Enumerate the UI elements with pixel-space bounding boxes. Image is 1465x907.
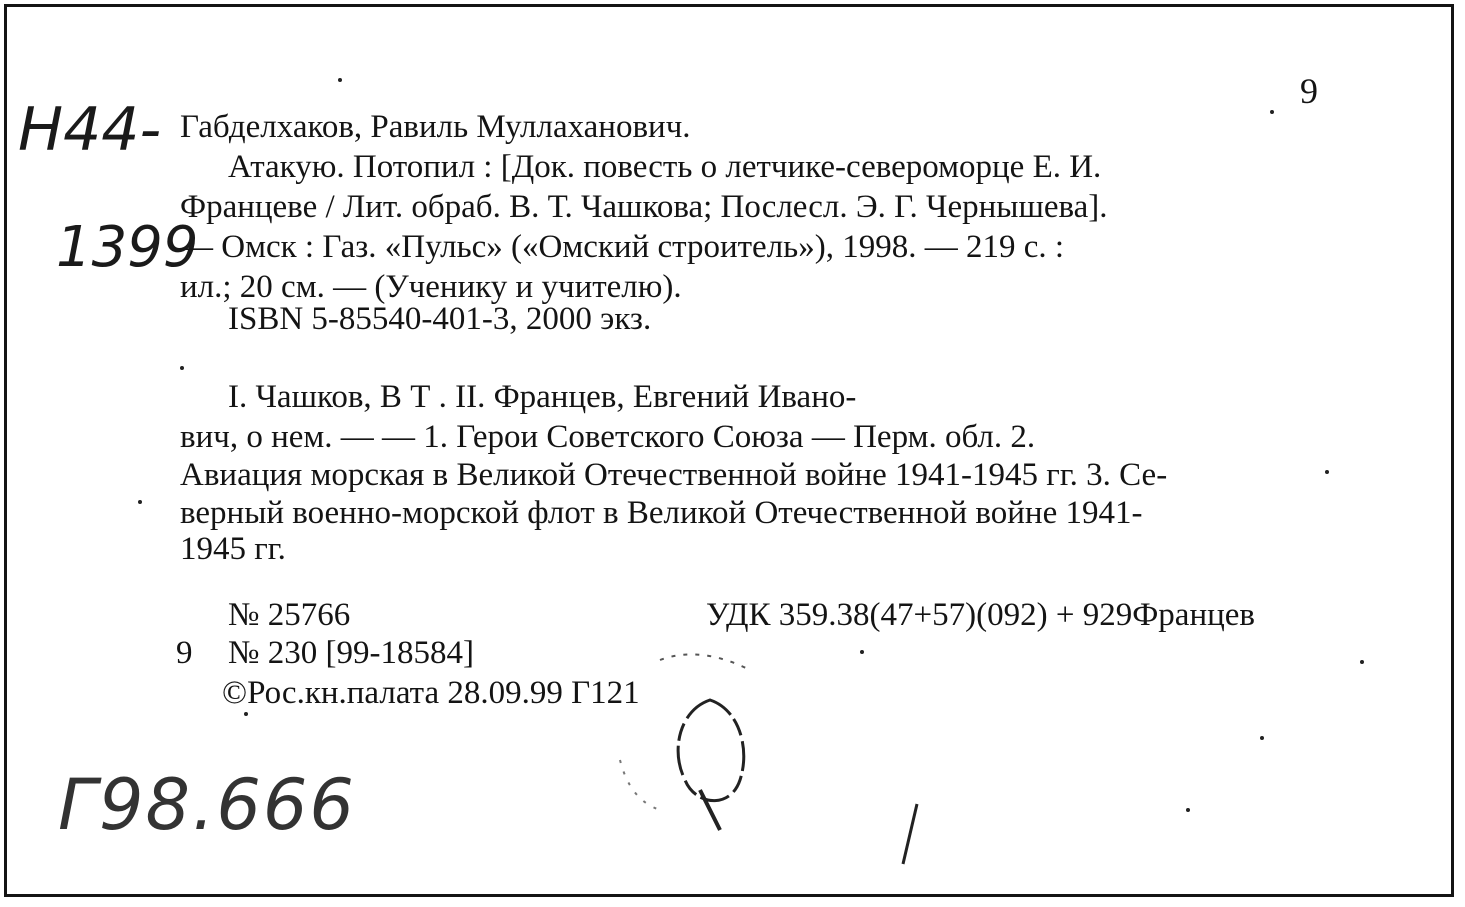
prefix-digit: 9 xyxy=(176,635,193,671)
library-stamp-mark xyxy=(600,640,800,840)
tracings-line-4: верный военно-морской флот в Великой Отечественной войне 1941- xyxy=(180,495,1143,531)
record-number: № 25766 xyxy=(228,597,351,633)
dust-speck xyxy=(1270,110,1274,114)
dust-speck xyxy=(338,78,342,82)
dust-speck xyxy=(180,366,184,370)
isbn-line: ISBN 5-85540-401-3, 2000 экз. xyxy=(228,301,652,337)
tracings-line-2: вич, о нем. — — 1. Герои Советского Союза — Перм. обл. 2. xyxy=(180,419,1036,455)
description-line-1 xyxy=(228,148,1319,186)
pen-mark xyxy=(895,800,925,870)
dust-speck xyxy=(244,712,248,716)
description-text: Атакую. Потопил : [Док. повесть о летчике-североморце Е. И. xyxy=(228,149,1102,185)
tracings-line-3: Авиация морская в Великой Отечественной войне 1941-1945 гг. 3. Се- xyxy=(180,457,1168,493)
handwritten-inventory-number: Г98.666 xyxy=(58,764,356,846)
dust-speck xyxy=(1260,736,1264,740)
dust-speck xyxy=(1360,660,1364,664)
page-number: 9 xyxy=(1300,71,1318,111)
udc-index: УДК 359.38(47+57)(092) + 929Францев xyxy=(706,597,1255,633)
tracings-line-1: I. Чашков, В Т . II. Францев, Евгений Ивано- xyxy=(228,379,857,415)
dust-speck xyxy=(1186,808,1190,812)
handwritten-shelf-mark-top: Н44- xyxy=(18,95,162,165)
tracings-line-5: 1945 гг. xyxy=(180,531,286,567)
number-line: № 230 [99-18584] xyxy=(228,635,474,671)
description-line-4: ил.; 20 см. — (Ученику и учителю). xyxy=(180,269,682,305)
dust-speck xyxy=(860,650,864,654)
copyright-line: ©Рос.кн.палата 28.09.99 Г121 xyxy=(222,675,640,711)
dust-speck xyxy=(1325,470,1329,474)
description-line-2: Францеве / Лит. обраб. В. Т. Чашкова; Послесл. Э. Г. Чернышева]. xyxy=(180,189,1108,225)
author-heading: Габделхаков, Равиль Муллаханович. xyxy=(180,109,691,145)
dust-speck xyxy=(138,500,142,504)
description-line-3: — Омск : Газ. «Пульс» («Омский строитель»), 1998. — 219 с. : xyxy=(180,229,1065,265)
handwritten-shelf-mark-bottom: 1399 xyxy=(56,215,199,280)
